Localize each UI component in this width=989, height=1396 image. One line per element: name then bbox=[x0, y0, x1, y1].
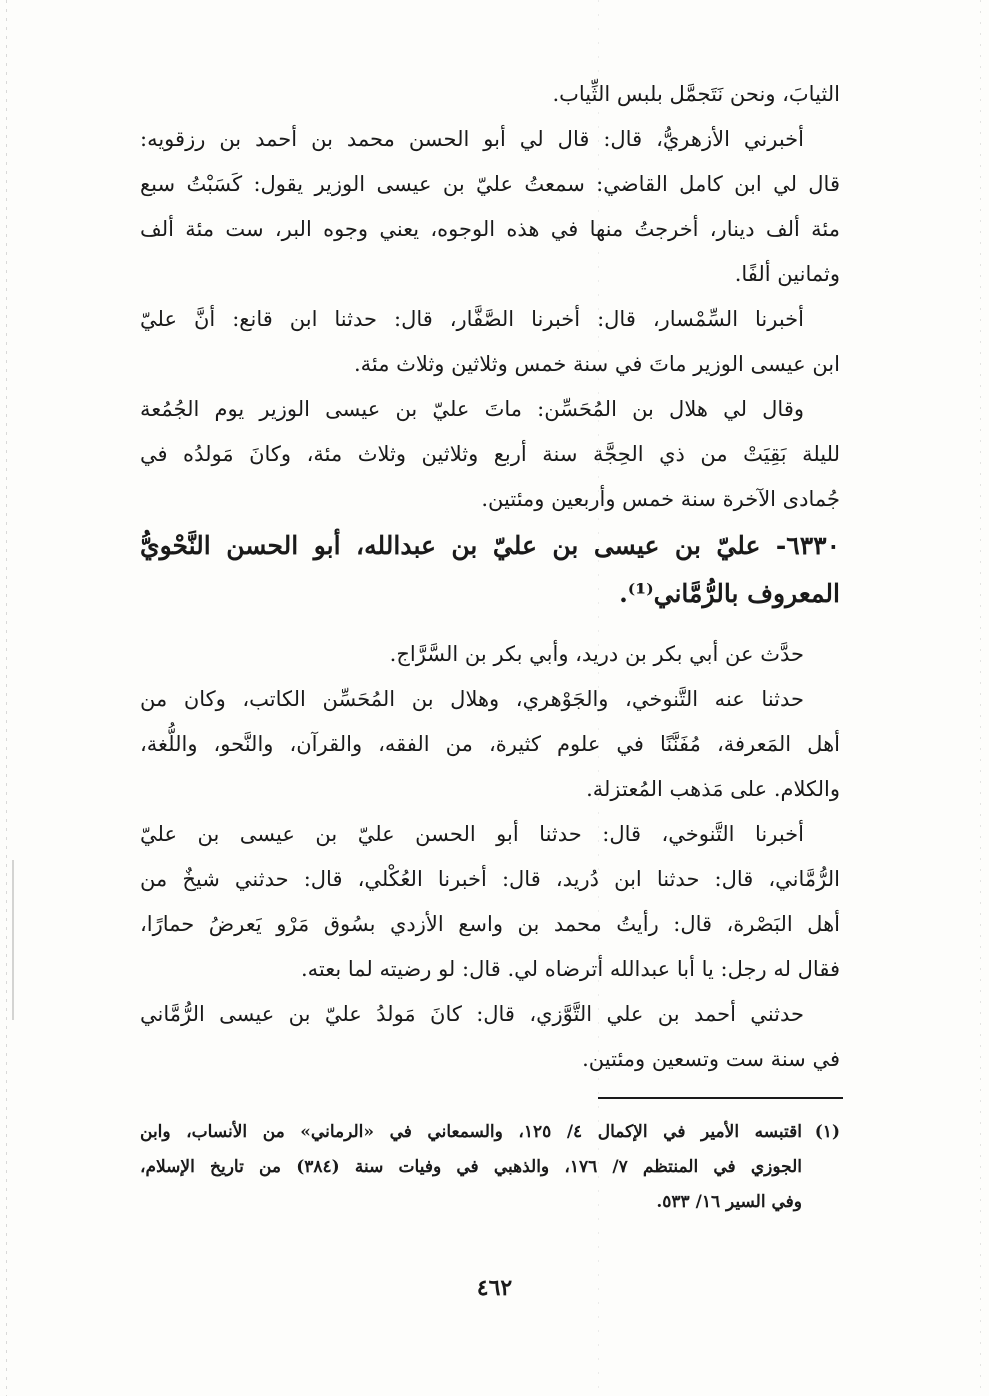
footnote-text: اقتبسه الأمير في الإكمال ٤/ ١٢٥، والسمعاني في «الرماني» من الأنساب، وابن bbox=[140, 1122, 802, 1142]
page-number: ٤٦٢ bbox=[476, 1275, 513, 1301]
text-line: وثمانين ألفًا. bbox=[734, 262, 840, 286]
footnote-marker: (١) bbox=[814, 1122, 840, 1142]
text-line: في سنة ست وتسعين ومئتين. bbox=[582, 1047, 840, 1071]
text-line: وقال لي هلال بن المُحَسِّن: ماتَ عليّ بن عيسى الوزير يوم الجُمُعة bbox=[140, 397, 804, 421]
text-line: أخبرنا السِّمْسار، قال: أخبرنا الصَّفَّار، قال: حدثنا ابن قانع: أنَّ عليّ bbox=[140, 307, 804, 331]
text-line: ابن عيسى الوزير ماتَ في سنة خمس وثلاثين وثلاث مئة. bbox=[353, 352, 840, 376]
scan-edge-right bbox=[980, 0, 981, 1396]
text-line: حدثنا عنه التَّنوخي، والجَوْهري، وهلال بن المُحَسِّن الكاتب، وكان من bbox=[140, 687, 804, 711]
footnote-line: وفي السير ١٦/ ٥٣٣. bbox=[656, 1192, 802, 1212]
main-text bbox=[140, 72, 840, 1082]
text-line: فقال له رجل: يا أبا عبدالله أترضاه لي. قال: لو رضيته لما بعته. bbox=[300, 957, 840, 981]
text-line: أهل المَعرفة، مُفَنَّنًا في علوم كثيرة، من الفقه، والقرآن، والنَّحو، واللُّغة، bbox=[140, 732, 840, 756]
scan-edge-left bbox=[6, 0, 7, 1396]
entry-heading: المعروف بالرُّمَّاني⁽¹⁾. bbox=[619, 579, 840, 608]
text-line: الرُّمَّاني، قال: حدثنا ابن دُريد، قال: أخبرنا العُكْلي، قال: حدثني شيخٌ من bbox=[140, 867, 840, 891]
text-line: حدَّث عن أبي بكر بن دريد، وأبي بكر بن السَّرَّاج. bbox=[389, 642, 804, 666]
text-line: أخبرنا التَّنوخي، قال: حدثنا أبو الحسن عليّ بن عيسى بن عليّ bbox=[140, 822, 804, 846]
text-line: جُمادى الآخرة سنة خمس وأربعين ومئتين. bbox=[481, 487, 840, 511]
text-line: أهل البَصْرة، قال: رأيتُ محمد بن واسع الأزدي بسُوق مَرْو يَعرضُ حمارًا، bbox=[140, 912, 840, 936]
text-line: أخبرني الأزهريُّ، قال: قال لي أبو الحسن محمد بن أحمد بن رزقويه: bbox=[140, 127, 804, 151]
text-line: الثيابَ، ونحن نَتَجمَّل بلبس الثِّياب. bbox=[552, 82, 840, 106]
text-line: لليلة بَقِيَتْ من ذي الحِجَّة سنة أربع وثلاثين وثلاث مئة، وكانَ مَولدُه في bbox=[140, 442, 840, 466]
text-line: قال لي ابن كامل القاضي: سمعتُ عليّ بن عيسى الوزير يقول: كَسَبْتُ سبع bbox=[140, 172, 840, 196]
footnote-separator bbox=[598, 1097, 843, 1099]
footnote-line: الجوزي في المنتظم ٧/ ١٧٦، والذهبي في وفيات سنة (٣٨٤) من تاريخ الإسلام، bbox=[140, 1157, 802, 1177]
text-line: حدثني أحمد بن علي التَّوَّزي، قال: كانَ مَولدُ عليّ بن عيسى الرُّمَّاني bbox=[140, 1002, 804, 1026]
scan-edge-mark bbox=[12, 860, 14, 1020]
text-line: مئة ألف دينار، أخرجتُ منها في هذه الوجوه، يعني وجوه البر، ست مئة ألف bbox=[140, 217, 840, 241]
footnote-line bbox=[140, 1115, 840, 1150]
text-line: والكلام. على مَذهب المُعتزلة. bbox=[586, 777, 840, 801]
entry-heading: ٦٣٣٠- عليّ بن عيسى بن عليّ بن عبدالله، أبو الحسن النَّحْويُّ bbox=[140, 531, 840, 560]
footnotes bbox=[140, 1115, 840, 1220]
